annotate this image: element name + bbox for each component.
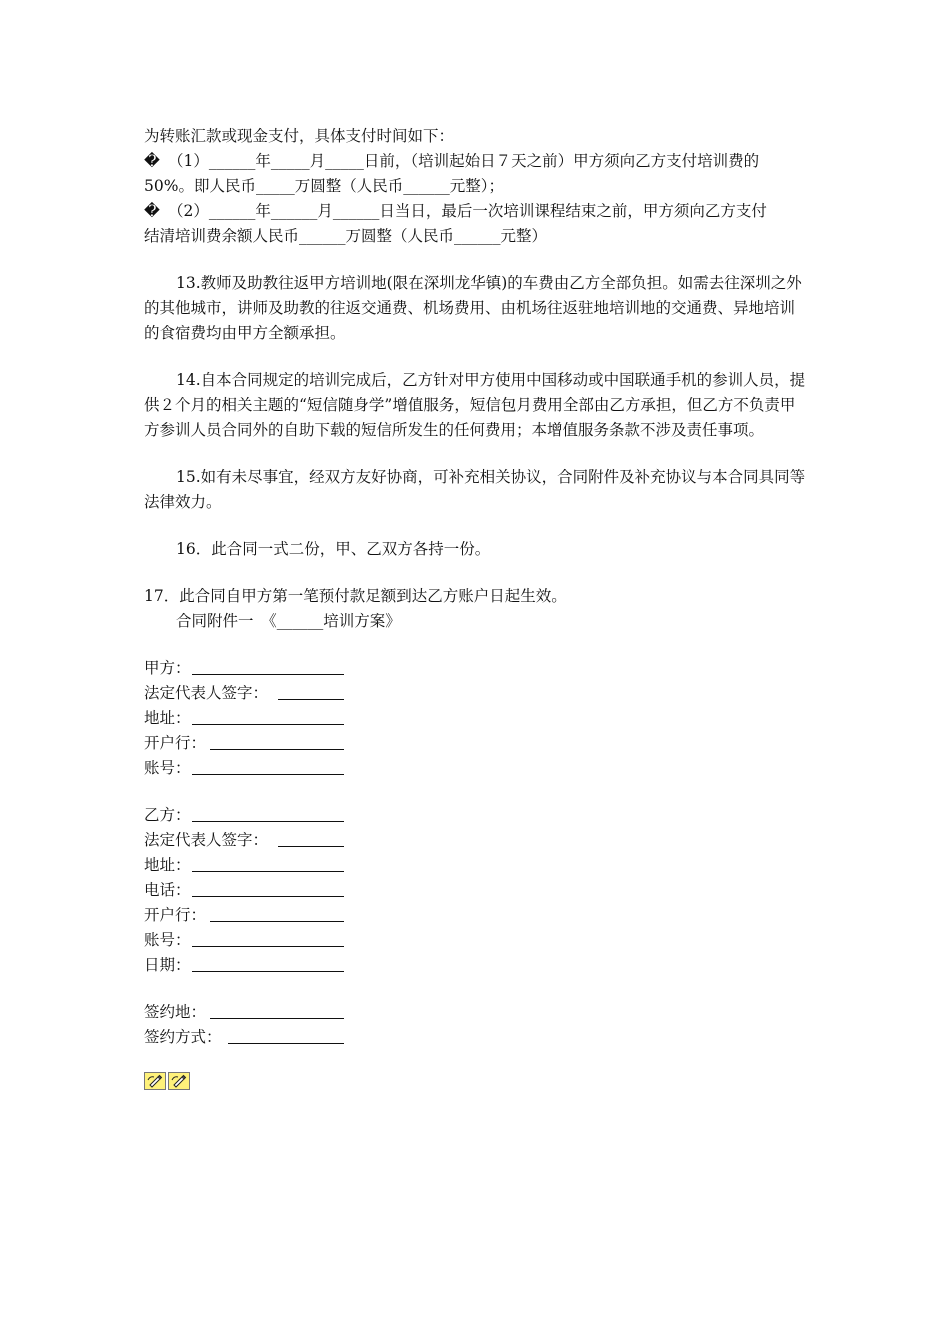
party-b-rep-field[interactable]: 法定代表人签字： [144, 828, 344, 853]
signing-place-field[interactable]: 签约地： [144, 1000, 344, 1025]
payment-item-2-line2: 结清培训费余额人民币______万圆整（人民币______元整） [144, 227, 548, 245]
party-b-phone-field[interactable]: 电话： [144, 878, 344, 903]
edit-link-icon[interactable] [144, 1072, 166, 1090]
clause-15: 15.如有未尽事宜，经双方友好协商，可补充相关协议，合同附件及补充协议与本合同具同等法律效力。 [144, 468, 806, 511]
party-a-rep-field[interactable]: 法定代表人签字： [144, 681, 344, 706]
party-b-bank-field[interactable]: 开户行： [144, 903, 344, 928]
party-a-name-field[interactable]: 甲方： [144, 656, 344, 681]
clause-13: 13.教师及助教往返甲方培训地(限在深圳龙华镇)的车费由乙方全部负担。如需去往深圳之外的其他城市，讲师及助教的往返交通费、机场费用、由机场往返驻地培训地的交通费、异地培训的食宿费均由甲方全额承担。 [144, 274, 802, 342]
party-b-account-field[interactable]: 账号： [144, 928, 344, 953]
bullet-icon: � [144, 152, 160, 170]
payment-item-2-line1: � （2）______年______月______日当日，最后一次培训课程结束之前，甲方须向乙方支付 [144, 199, 808, 224]
clause-16: 16．此合同一式二份，甲、乙双方各持一份。 [176, 540, 491, 558]
annex-reference: 合同附件一 《______培训方案》 [176, 612, 401, 630]
signing-method-field[interactable]: 签约方式： [144, 1025, 344, 1050]
payment-intro: 为转账汇款或现金支付，具体支付时间如下： [144, 127, 455, 145]
signing-block [144, 1000, 808, 1050]
party-a-block [144, 656, 808, 781]
party-b-block [144, 803, 808, 978]
party-a-bank-field[interactable]: 开户行： [144, 731, 344, 756]
payment-item-1-line2: 50%。即人民币_____万圆整（人民币______元整）； [144, 177, 504, 195]
payment-item-1-line1: � （1）______年_____月_____日前，（培训起始日７天之前）甲方须向乙方支付培训费的 [144, 149, 808, 174]
clause-14: 14.自本合同规定的培训完成后，乙方针对甲方使用中国移动或中国联通手机的参训人员，提供２个月的相关主题的“短信随身学”增值服务，短信包月费用全部由乙方承担，但乙方不负责甲方参训人员合同外的自助下载的短信所发生的任何费用；本增值服务条款不涉及责任事项。 [144, 371, 806, 439]
edit-link-icon[interactable] [168, 1072, 190, 1090]
clause-17: 17．此合同自甲方第一笔预付款足额到达乙方账户日起生效。 [144, 587, 567, 605]
party-b-address-field[interactable]: 地址： [144, 853, 344, 878]
toolbar-icons [144, 1072, 808, 1090]
party-a-account-field[interactable]: 账号： [144, 756, 344, 781]
party-b-name-field[interactable]: 乙方： [144, 803, 344, 828]
party-a-address-field[interactable]: 地址： [144, 706, 344, 731]
bullet-icon: � [144, 202, 160, 220]
party-b-date-field[interactable]: 日期： [144, 953, 344, 978]
contract-page [144, 124, 808, 1090]
